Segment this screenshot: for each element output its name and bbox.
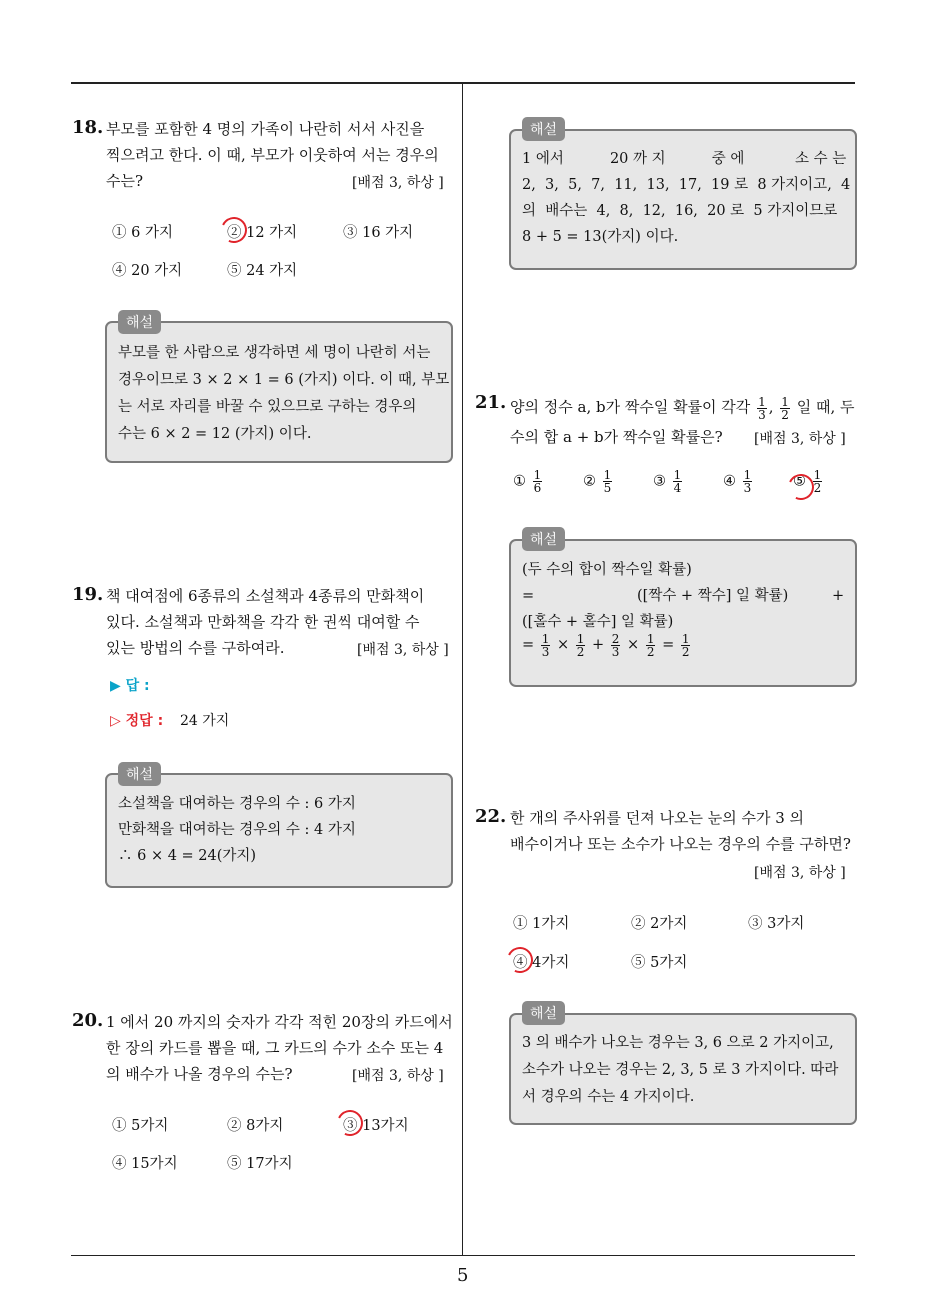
q19-line-3: 있는 방법의 수를 구하여라. [106, 639, 285, 657]
q18-option-3[interactable]: ③ 16 가지 [343, 225, 414, 241]
q20-line-1: 1 에서 20 까지의 숫자가 각각 적힌 20장의 카드에서 [106, 1013, 453, 1031]
q19-answer-label[interactable]: ▶ 답 : [110, 678, 150, 694]
q21-exp-line-1: (두 수의 합이 짝수일 확률) [522, 562, 692, 578]
q20-exp-line-3: 의 배수는 4, 8, 12, 16, 20 로 5 가지이므로 [522, 203, 838, 219]
q21-exp-line-3: ([홀수 + 홀수] 일 확률) [522, 614, 674, 630]
q22-option-1[interactable]: ① 1가지 [513, 916, 570, 932]
q18-exp-line-1: 부모를 한 사람으로 생각하면 세 명이 나란히 서는 [118, 345, 431, 361]
q18-option-4[interactable]: ④ 20 가지 [112, 263, 183, 279]
q21-option-1[interactable]: ① $\frac{1}{6}$ [513, 468, 542, 495]
q22-exp-line-2: 소수가 나오는 경우는 2, 3, 5 로 3 가지이다. 따라 [522, 1062, 839, 1078]
q20-number: 20. [72, 1010, 104, 1031]
q18-meta: [배점 3, 하상 ] [352, 175, 444, 191]
q20-option-5[interactable]: ⑤ 17가지 [227, 1156, 293, 1172]
q21-number: 21. [475, 392, 507, 413]
page-number: 5 [457, 1265, 469, 1286]
q18-line-2: 찍으려고 한다. 이 때, 부모가 이웃하여 서는 경우의 [106, 146, 439, 164]
q21-exp-line-2b: ([짝수 + 짝수] 일 확률) [637, 588, 789, 604]
q20-exp-line-1: 1 에서 20 까 지 중 에 소 수 는 [522, 151, 847, 167]
q21-option-2[interactable]: ② $\frac{1}{5}$ [583, 468, 612, 495]
q18-option-5[interactable]: ⑤ 24 가지 [227, 263, 298, 279]
q18-exp-line-4: 수는 6 × 2 = 12 (가지) 이다. [118, 426, 312, 442]
q18-explanation-tag: 해설 [118, 310, 161, 334]
q21-frac-2: $\frac{1}{2}$ [781, 394, 789, 422]
q20-explanation-tag: 해설 [522, 117, 565, 141]
q20-option-3[interactable]: ③ 13가지 [343, 1118, 409, 1134]
q19-number: 19. [72, 584, 104, 605]
q18-line-3: 수는? [106, 172, 144, 190]
q21-exp-line-2c: + [832, 588, 845, 604]
q21-frac-1: $\frac{1}{3}$ [758, 394, 766, 422]
q21-explanation-tag: 해설 [522, 527, 565, 551]
q18-option-1[interactable]: ① 6 가지 [112, 225, 173, 241]
q18-option-2[interactable]: ② 12 가지 [227, 225, 298, 241]
q22-option-2[interactable]: ② 2가지 [631, 916, 688, 932]
q22-line-2: 배수이거나 또는 소수가 나오는 경우의 수를 구하면? [510, 835, 851, 853]
q19-correct-label: ▷ 정답 : [110, 713, 164, 729]
q20-option-4[interactable]: ④ 15가지 [112, 1156, 178, 1172]
q20-exp-line-4: 8 + 5 = 13(가지) 이다. [522, 229, 679, 245]
q19-meta: [배점 3, 하상 ] [357, 642, 449, 658]
q20-line-2: 한 장의 카드를 뽑을 때, 그 카드의 수가 소수 또는 4 [106, 1039, 444, 1057]
q20-meta: [배점 3, 하상 ] [352, 1068, 444, 1084]
q21-line-1-a: 양의 정수 a, b가 짝수일 확률이 각각 [510, 398, 751, 416]
q22-exp-line-3: 서 경우의 수는 4 가지이다. [522, 1089, 695, 1105]
q19-line-2: 있다. 소설책과 만화책을 각각 한 권씩 대여할 수 [106, 613, 420, 631]
q21-line-2: 수의 합 a + b가 짝수일 확률은? [510, 428, 723, 446]
q19-exp-line-3: ∴ 6 × 4 = 24(가지) [118, 848, 257, 864]
q22-option-4[interactable]: ④ 4가지 [513, 955, 570, 971]
q19-explanation-tag: 해설 [118, 762, 161, 786]
bottom-rule [71, 1255, 855, 1256]
q20-line-3: 의 배수가 나올 경우의 수는? [106, 1065, 293, 1083]
q21-exp-line-2a: = [522, 588, 535, 604]
q21-line-1-b: 일 때, 두 [796, 398, 855, 416]
q22-option-5[interactable]: ⑤ 5가지 [631, 955, 688, 971]
top-rule [71, 82, 855, 84]
q18-exp-line-2: 경우이므로 3 × 2 × 1 = 6 (가지) 이다. 이 때, 부모 [118, 372, 450, 388]
q18-number: 18. [72, 117, 104, 138]
q21-line-1 [510, 394, 854, 421]
column-divider [462, 84, 463, 1256]
q21-option-4[interactable]: ④ $\frac{1}{3}$ [723, 468, 752, 495]
q19-line-1: 책 대여점에 6종류의 소설책과 4종류의 만화책이 [106, 587, 425, 605]
q22-explanation-tag: 해설 [522, 1001, 565, 1025]
q18-line-1: 부모를 포함한 4 명의 가족이 나란히 서서 사진을 [106, 120, 425, 138]
q22-line-1: 한 개의 주사위를 던져 나오는 눈의 수가 3 의 [510, 809, 805, 827]
q21-option-5[interactable]: ⑤ $\frac{1}{2}$ [793, 468, 822, 495]
q19-exp-line-1: 소설책을 대여하는 경우의 수 : 6 가지 [118, 796, 356, 812]
q22-number: 22. [475, 806, 507, 827]
q22-exp-line-1: 3 의 배수가 나오는 경우는 3, 6 으로 2 가지이고, [522, 1035, 834, 1051]
q21-exp-line-4: = $\frac{1}{3}$ × $\frac{1}{2}$ + $\frac{2}{3}$ × $\frac{1}{2}$ = $\frac{1}{2}$ [522, 631, 690, 659]
q22-meta: [배점 3, 하상 ] [754, 865, 846, 881]
q19-correct-value: 24 가지 [180, 713, 230, 729]
q20-option-1[interactable]: ① 5가지 [112, 1118, 169, 1134]
q22-option-3[interactable]: ③ 3가지 [748, 916, 805, 932]
q21-meta: [배점 3, 하상 ] [754, 431, 846, 447]
q21-option-3[interactable]: ③ $\frac{1}{4}$ [653, 468, 682, 495]
q19-exp-line-2: 만화책을 대여하는 경우의 수 : 4 가지 [118, 822, 356, 838]
q18-exp-line-3: 는 서로 자리를 바꿀 수 있으므로 구하는 경우의 [118, 399, 417, 415]
q20-option-2[interactable]: ② 8가지 [227, 1118, 284, 1134]
q20-exp-line-2: 2, 3, 5, 7, 11, 13, 17, 19 로 8 가지이고, 4 [522, 177, 851, 193]
q21-comma: , [768, 398, 774, 416]
